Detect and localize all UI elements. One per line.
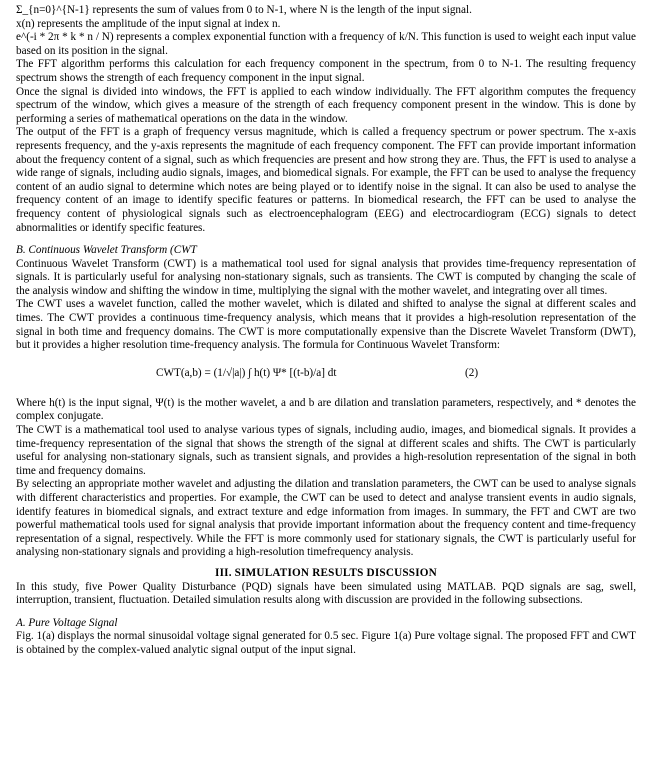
cwt-paragraph-5: By selecting an appropriate mother wavelet and adjusting the dilation and translation parameters, the CWT can be used to analyse signals with different characteristics and properties. For example, the CWT can be used to detect and analyse transient events in audio signals, identify features in biomedical signals, and extract texture and edge information from images. In summary, the FFT and CWT are two powerful mathematical tools used for signal analysis that provide important information about the frequency content and time-frequency representation of a signal, respectively. While the FFT is more commonly used for stationary signals, the CWT is particularly useful for analysing non-stationary signals and providing a high-resolution timefrequency analysis.: [16, 478, 636, 559]
intro-amplitude-definition: x(n) represents the amplitude of the input signal at index n.: [16, 17, 281, 30]
section-3-heading: III. SIMULATION RESULTS DISCUSSION: [215, 566, 437, 579]
cwt-equation-formula: CWT(a,b) = (1/√|a|) ∫ h(t) Ψ* [(t-b)/a] dt: [156, 366, 337, 379]
cwt-paragraph-2: The CWT uses a wavelet function, called the mother wavelet, which is dilated and shifted to analyse the signal at different scales and times. The CWT provides a continuous time-frequency analysis, which means that it provides a high-resolution representation of the signal in both time and frequency domains. The CWT is more computationally expensive than the Discrete Wavelet Transform (DWT), but it provides a higher resolution time-frequency analysis. The formula for Continuous Wavelet Transform:: [16, 298, 636, 352]
simulation-paragraph: In this study, five Power Quality Disturbance (PQD) signals have been simulated using MATLAB. PQD signals are sag, swell, interruption, transient, fluctuation. Detailed simulation results along with discussion are provided in the following subsections.: [16, 580, 636, 607]
intro-exponential-definition: e^(-i * 2π * k * n / N) represents a complex exponential function with a frequency of k/N. This function is used to weight each input value based on its position in the signal.: [16, 31, 636, 57]
cwt-paragraph-3: Where h(t) is the input signal, Ψ(t) is the mother wavelet, a and b are dilation and translation parameters, respectively, and * denotes the complex conjugate.: [16, 396, 636, 423]
cwt-equation: [16, 367, 636, 381]
fft-paragraph-1: The FFT algorithm performs this calculation for each frequency component in the spectrum, from 0 to N-1. The resulting frequency spectrum shows the strength of each frequency component in the input signal.: [16, 58, 636, 84]
fft-paragraph-2: Once the signal is divided into windows, the FFT is applied to each window individually. The FFT algorithm computes the frequency spectrum of the window, which gives a measure of the strength of each frequency component present in the window. This is done by performing a series of mathematical operations on the data in the window.: [16, 85, 636, 125]
cwt-paragraph-4: The CWT is a mathematical tool used to analyse various types of signals, including audio, images, and biomedical signals. It provides a time-frequency representation of the signal that shows the strength of the signal at different scales and shifts. The CWT is particularly useful for analysing non-stationary signals, such as transient signals, and provides a high-resolution representation of the signal in both time and frequency domains.: [16, 424, 636, 477]
section-b-heading: B. Continuous Wavelet Transform (CWT: [16, 244, 197, 257]
fft-paragraph-3: The output of the FFT is a graph of frequency versus magnitude, which is called a frequency spectrum or power spectrum. The x-axis represents frequency, and the y-axis represents the magnitude of each frequency component. The FFT can provide important information about the frequency content of a signal, such as which frequencies are present and how strong they are. Thus, the FFT is used to analyse a wide range of signals, including audio signals, images, and biomedical signals. For example, the FFT can be used to analyse the frequency content of an audio signal to determine which notes are being played or to identify noise in the signal. It can also be used to analyse the frequency content of an image to identify specific features or patterns. In biomedical research, the FFT can be used to analyse the frequency content of physiological signals such as electroencephalogram (EEG) and electrocardiogram (ECG) signals to detect abnormalities or identify specific features.: [16, 126, 636, 234]
pure-voltage-paragraph: Fig. 1(a) displays the normal sinusoidal voltage signal generated for 0.5 sec. Figure 1(a) Pure voltage signal. The proposed FFT and CWT is obtained by the complex-valued analytic signal output of the input signal.: [16, 630, 636, 656]
cwt-equation-number: (2): [465, 366, 479, 379]
intro-sum-definition: Σ_{n=0}^{N-1} represents the sum of values from 0 to N-1, where N is the length of the input signal.: [16, 4, 472, 16]
section-a-heading: A. Pure Voltage Signal: [16, 616, 118, 629]
cwt-paragraph-1: Continuous Wavelet Transform (CWT) is a mathematical tool used for signal analysis that provides time-frequency representation of signals. It is particularly useful for analysing non-stationary signals, such as transients. The CWT is computed by changing the scale of the analysis window and shifting the window in time, multiplying the signal with the mother wavelet, and integrating over all times.: [16, 257, 636, 297]
